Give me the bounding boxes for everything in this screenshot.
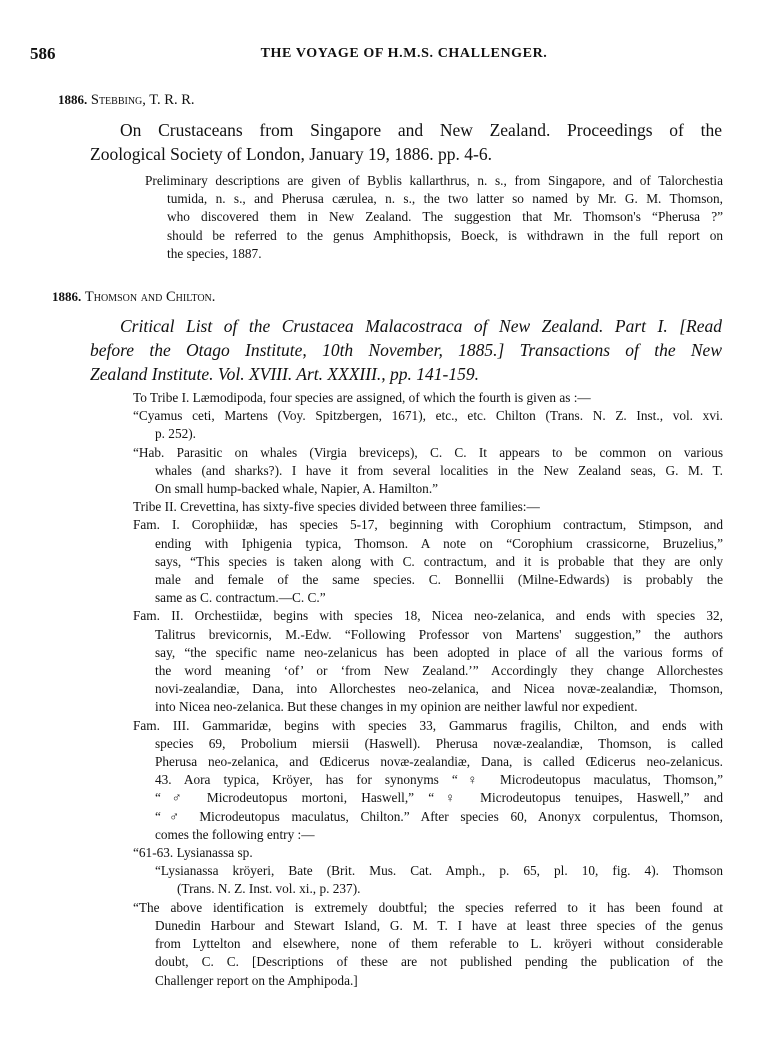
body-line: Tribe II. Crevettina, has sixty-five species divided between three families:— <box>133 499 540 515</box>
abstract-line: Preliminary descriptions are given of Byblis kallarthrus, n. s., from Singapore, and of Talorchestia <box>145 173 723 188</box>
abstract-line: should be referred to the genus Amphithopsis, Boeck, is withdrawn in the full report on <box>167 227 723 243</box>
title-line: before the Otago Institute, 10th November, 1885.] Transactions of the New <box>90 340 722 360</box>
body-line: p. 252). <box>155 426 196 442</box>
body-line: comes the following entry :— <box>155 826 315 842</box>
entry-stebbing-title <box>90 118 722 166</box>
entry-stebbing-heading <box>58 92 195 109</box>
body-line: into Nicea neo-zelanica. But these changes in my opinion are neither lawful nor expedient. <box>155 699 638 715</box>
abstract-line: who discovered them in New Zealand. The suggestion that Mr. Thomson's “Pherusa ?” <box>167 209 723 225</box>
body-line: Fam. I. Corophiidæ, has species 5-17, beginning with Corophium contractum, Stimpson, and <box>133 517 723 533</box>
title-line: Zoological Society of London, January 19, 1886. pp. 4-6. <box>90 144 492 164</box>
page-number: 586 <box>30 44 56 63</box>
body-line: “61-63. Lysianassa sp. <box>133 845 253 861</box>
entry-thomson-body <box>133 389 723 990</box>
title-line: Critical List of the Crustacea Malacostraca of New Zealand. Part I. [Read <box>120 316 722 336</box>
body-line: Fam. III. Gammaridæ, begins with species 33, Gammarus fragilis, Chilton, and ends with <box>133 717 723 733</box>
body-line: “♂ Microdeutopus mortoni, Haswell,” “♀ Microdeutopus tenuipes, Haswell,” and <box>155 790 723 806</box>
body-line: say, “the specific name neo-zelanicus has been adopted in place of all the various forms of <box>155 644 723 660</box>
body-line: To Tribe I. Læmodipoda, four species are assigned, of which the fourth is given as :— <box>133 390 591 405</box>
body-line: “♂ Microdeutopus maculatus, Chilton.” After species 60, Anonyx corpulentus, Thomson, <box>155 808 723 824</box>
body-line: Pherusa neo-zelanica, and Œdicerus novæ-zealandiæ, Dana, is called Œdicerus neo-zelanicus. <box>155 754 723 770</box>
body-line: Talitrus brevicornis, M.-Edw. “Following Professor von Martens' suggestion,” the authors <box>155 626 723 642</box>
body-line: says, “This species is taken along with C. contractum, and it is probable that they are only <box>155 553 723 569</box>
body-line: (Trans. N. Z. Inst. vol. xi., p. 237). <box>177 881 361 897</box>
entry-thomson-heading <box>52 289 215 306</box>
body-line: “Hab. Parasitic on whales (Virgia breviceps), C. C. It appears to be common on various <box>133 444 723 460</box>
body-line: Challenger report on the Amphipoda.] <box>155 972 358 988</box>
body-line: ending with Iphigenia typica, Thomson. A note on “Corophium crassicorne, Bruzelius,” <box>155 535 723 551</box>
entry-year: 1886. <box>58 92 88 107</box>
body-line: On small hump-backed whale, Napier, A. Hamilton.” <box>155 481 439 497</box>
entry-stebbing-abstract <box>145 172 723 263</box>
body-line: doubt, C. C. [Descriptions of these are not published pending the publication of the <box>155 954 723 970</box>
body-line: Dunedin Harbour and Stewart Island, G. M. T. I have at least three species of the genus <box>155 917 723 933</box>
body-line: species 69, Probolium miersii (Haswell). Pherusa novæ-zealandiæ, Thomson, is called <box>155 735 723 751</box>
abstract-line: tumida, n. s., and Pherusa cærulea, n. s., the two latter so named by Mr. G. M. Thomson, <box>167 191 723 207</box>
page-header <box>30 44 728 66</box>
body-line: from Lyttelton and elsewhere, none of them referable to L. kröyeri without considerable <box>155 936 723 952</box>
body-line: whales (and sharks?). I have it from several localities in the New Zealand seas, G. M. T. <box>155 462 723 478</box>
body-line: 43. Aora typica, Kröyer, has for synonyms “♀ Microdeutopus maculatus, Thomson,” <box>155 772 723 788</box>
entry-thomson-title <box>90 314 722 386</box>
body-line: the word meaning ‘of’ or ‘from New Zealand.’” Accordingly they change Allorchestes <box>155 663 723 679</box>
running-title: THE VOYAGE OF H.M.S. CHALLENGER. <box>260 46 548 61</box>
title-line: Zealand Institute. Vol. XVIII. Art. XXXIII., pp. 141-159. <box>90 364 479 384</box>
entry-author: Stebbing, T. R. R. <box>90 92 195 108</box>
title-line: On Crustaceans from Singapore and New Zealand. Proceedings of the <box>120 120 722 140</box>
body-line: same as C. contractum.—C. C.” <box>155 590 326 606</box>
entry-year: 1886. <box>52 289 82 304</box>
body-line: novi-zealandiæ, Dana, into Allorchestes neo-zelanica, and Nicea novæ-zealandiæ, Thomson, <box>155 681 723 697</box>
body-line: male and female of the same species. C. Bonnellii (Milne-Edwards) is probably the <box>155 572 723 588</box>
entry-author: Thomson and Chilton. <box>84 289 216 305</box>
body-line: Fam. II. Orchestiidæ, begins with species 18, Nicea neo-zelanica, and ends with species 32, <box>133 608 723 624</box>
body-line: “Lysianassa kröyeri, Bate (Brit. Mus. Cat. Amph., p. 65, pl. 10, fig. 4). Thomson <box>155 863 723 879</box>
abstract-line: the species, 1887. <box>167 245 262 261</box>
body-line: “The above identification is extremely doubtful; the species referred to it has been found at <box>133 899 723 915</box>
body-line: “Cyamus ceti, Martens (Voy. Spitzbergen, 1671), etc., etc. Chilton (Trans. N. Z. Inst., vol. xvi. <box>133 408 723 424</box>
